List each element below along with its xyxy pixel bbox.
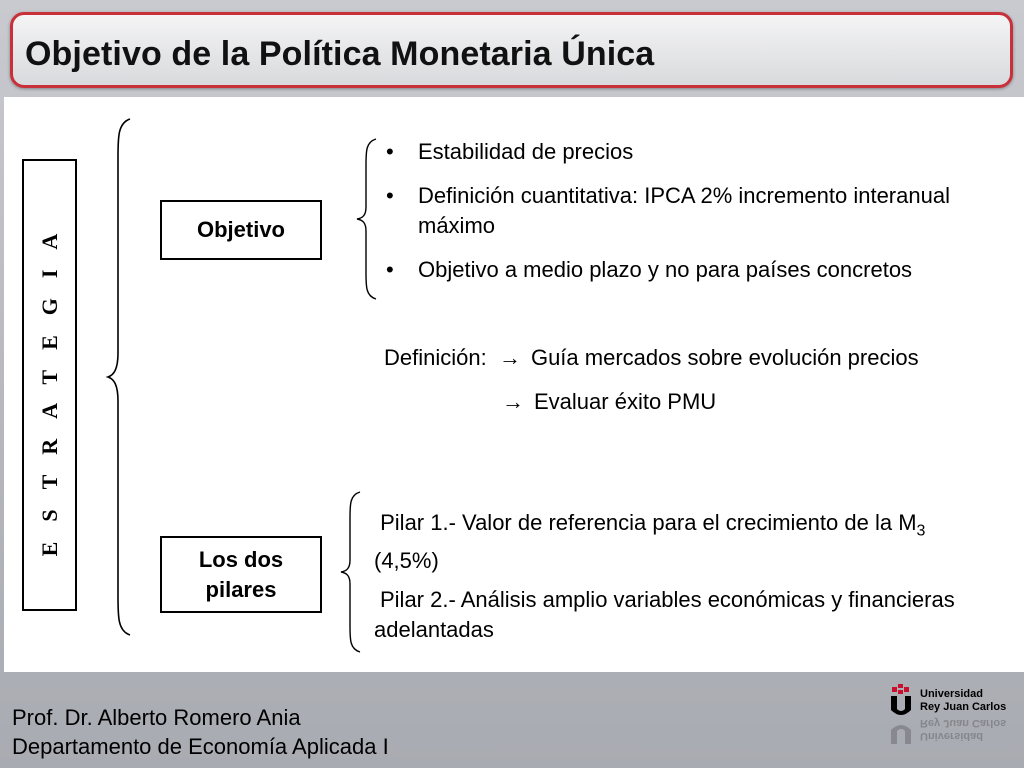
university-logo: [888, 684, 1014, 760]
bullet-text: Definición cuantitativa: IPCA 2% incremento interanual máximo: [418, 183, 950, 238]
slide-title: Objetivo de la Política Monetaria Única: [25, 35, 655, 73]
logo-line-2: Rey Juan Carlos: [920, 701, 1007, 713]
footer: [12, 703, 389, 761]
content-panel: [4, 97, 1024, 672]
definicion-item: Guía mercados sobre evolución precios: [530, 345, 919, 370]
objetivo-brace: [354, 137, 380, 302]
pilar-2-text: Pilar 2.- Análisis amplio variables económicas y financieras adelantadas: [374, 587, 955, 642]
pilar-1-value: (4,5%): [374, 548, 439, 574]
footer-department: Departamento de Economía Aplicada I: [12, 734, 389, 759]
objetivo-bullet-list: [386, 137, 1016, 299]
strategy-vertical-label: ESTRATEGIA: [36, 213, 62, 557]
title-bar: [10, 12, 1013, 88]
definicion-row-1: [384, 343, 919, 373]
footer-author: Prof. Dr. Alberto Romero Ania: [12, 705, 301, 730]
strategy-label-box: [22, 159, 77, 611]
bullet-item: [386, 255, 1016, 285]
pilar-1-text: Pilar 1.- Valor de referencia para el crecimiento de la M: [380, 510, 917, 535]
arrow-right-icon: →: [502, 389, 524, 414]
pilares-box: [160, 536, 322, 613]
arrow-right-icon: →: [498, 345, 521, 370]
bullet-text: Estabilidad de precios: [418, 139, 634, 164]
pilar-1-subscript: 3: [916, 522, 926, 540]
pilares-brace: [338, 490, 364, 655]
urjc-emblem-icon: [888, 684, 914, 760]
logo-reflection: [920, 716, 1006, 742]
logo-reflection-line-2: Rey Juan Carlos: [920, 717, 1007, 729]
bullet-icon: •: [386, 139, 394, 164]
pilar-2: [374, 585, 1014, 645]
logo-reflection-line-1: Universidad: [920, 730, 983, 742]
definicion-row-2: [502, 387, 716, 417]
pilar-1: [374, 508, 1014, 576]
bullet-icon: •: [386, 257, 394, 282]
logo-line-1: Universidad: [920, 688, 983, 700]
bullet-icon: •: [386, 183, 394, 208]
pilares-box-line2: pilares: [205, 576, 277, 602]
main-brace: [104, 117, 134, 637]
bullet-item: [386, 137, 1016, 167]
objetivo-box: Objetivo: [160, 200, 322, 260]
logo-text: [920, 688, 1006, 714]
bullet-text: Objetivo a medio plazo y no para países concretos: [418, 257, 913, 282]
definicion-item: Evaluar éxito PMU: [534, 389, 717, 414]
pilares-box-line1: Los dos: [198, 546, 284, 572]
bullet-item: [386, 181, 1016, 241]
definicion-label: Definición:: [384, 345, 487, 370]
